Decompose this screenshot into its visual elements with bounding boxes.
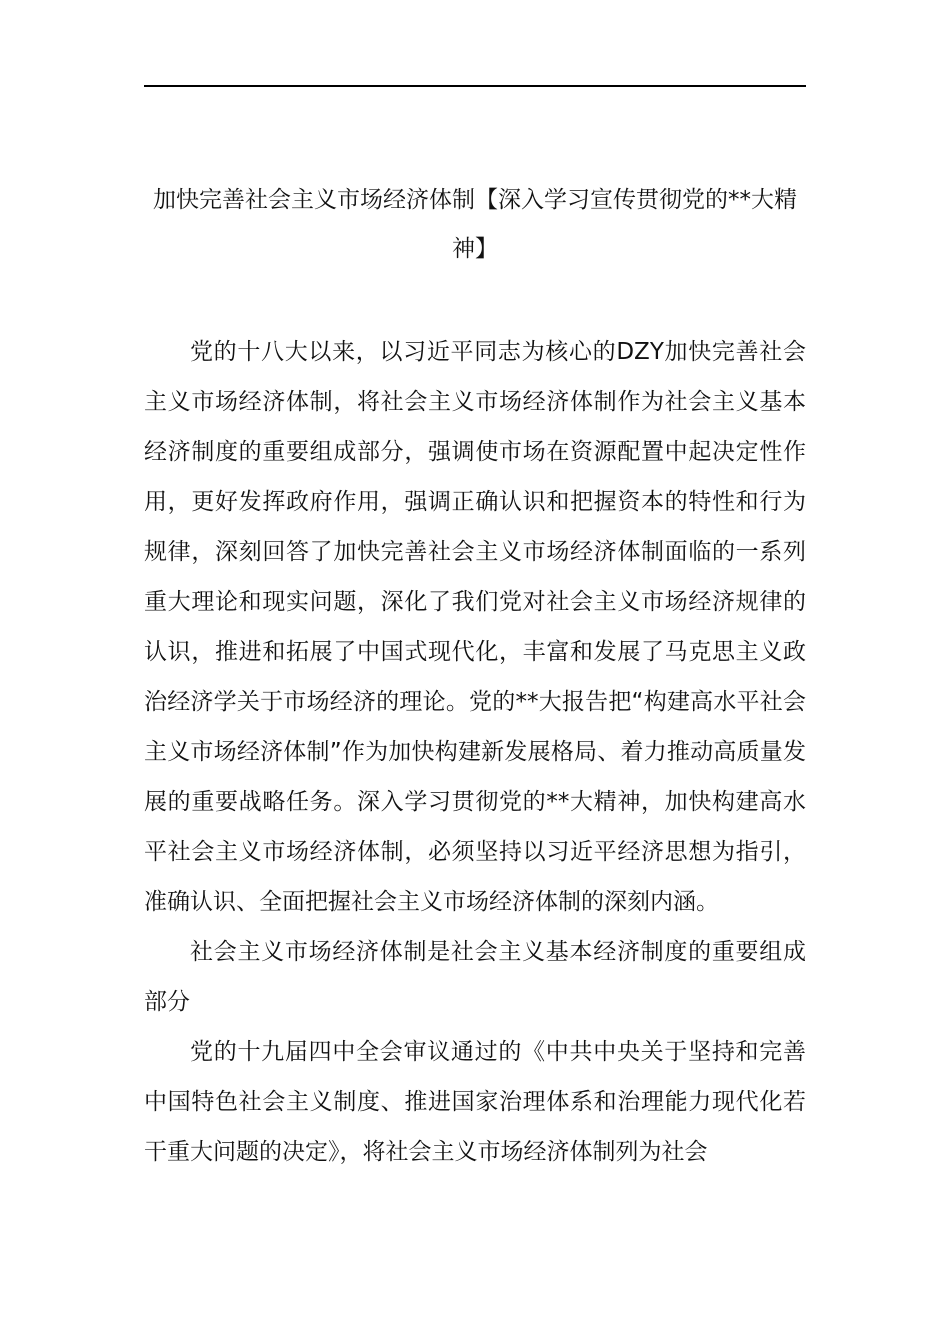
- paragraph-section-heading: 社会主义市场经济体制是社会主义基本经济制度的重要组成部分: [144, 939, 806, 1015]
- document-body: [144, 327, 806, 1177]
- paragraph-intro: 党的十八大以来，以习近平同志为核心的DZY加快完善社会主义市场经济体制，将社会主义市场经济体制作为社会主义基本经济制度的重要组成部分，强调使市场在资源配置中起决定性作用，更好发挥政府作用，强调正确认识和把握资本的特性和行为规律，深刻回答了加快完善社会主义市场经济体制面临的一系列重大理论和现实问题，深化了我们党对社会主义市场经济规律的认识，推进和拓展了中国式现代化，丰富和发展了马克思主义政治经济学关于市场经济的理论。党的**大报告把“构建高水平社会主义市场经济体制”作为加快构建新发展格局、着力推动高质量发展的重要战略任务。深入学习贯彻党的**大精神，加快构建高水平社会主义市场经济体制，必须坚持以习近平经济思想为指引，准确认识、全面把握社会主义市场经济体制的深刻内涵。: [144, 339, 806, 915]
- header-rule: [144, 85, 806, 87]
- paragraph-decision: 党的十九届四中全会审议通过的《中共中央关于坚持和完善中国特色社会主义制度、推进国家治理体系和治理能力现代化若干重大问题的决定》，将社会主义市场经济体制列为社会: [144, 1039, 806, 1165]
- document-title: 加快完善社会主义市场经济体制【深入学习宣传贯彻党的**大精神】: [153, 187, 797, 262]
